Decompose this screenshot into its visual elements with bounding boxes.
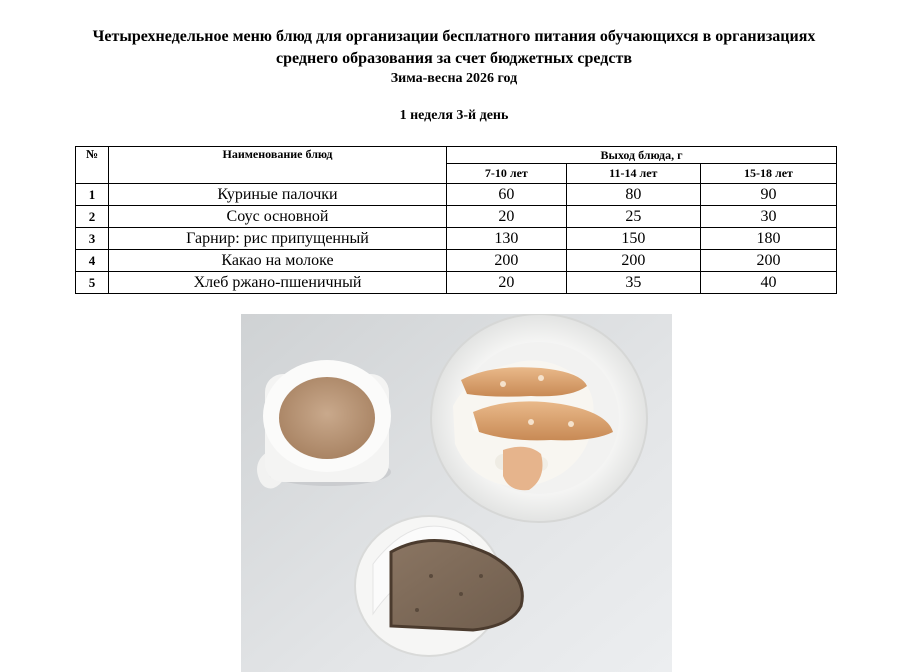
column-header-age-15-18: 15-18 лет — [700, 164, 836, 184]
dish-name: Какао на молоке — [109, 250, 447, 272]
column-header-number: № — [76, 147, 109, 184]
table-row — [76, 228, 837, 250]
portion-7-10: 60 — [447, 184, 567, 206]
portion-11-14: 35 — [566, 272, 700, 294]
dish-name: Соус основной — [109, 206, 447, 228]
portion-7-10: 20 — [447, 206, 567, 228]
portion-15-18: 180 — [700, 228, 836, 250]
cocoa-mug — [263, 360, 391, 486]
portion-11-14: 80 — [566, 184, 700, 206]
portion-15-18: 90 — [700, 184, 836, 206]
portion-7-10: 20 — [447, 272, 567, 294]
row-number: 2 — [76, 206, 109, 228]
table-row — [76, 206, 837, 228]
row-number: 4 — [76, 250, 109, 272]
season-label: Зима-весна 2026 год — [390, 71, 518, 86]
title-line-2: среднего образования за счет бюджетных средств — [276, 50, 632, 67]
portion-11-14: 25 — [566, 206, 700, 228]
table-row — [76, 250, 837, 272]
dish-name: Куриные палочки — [109, 184, 447, 206]
portion-7-10: 200 — [447, 250, 567, 272]
main-plate — [431, 314, 647, 522]
column-header-dish-name: Наименование блюд — [109, 147, 447, 184]
meal-photo — [241, 314, 672, 672]
menu-table — [75, 146, 837, 294]
column-header-age-7-10: 7-10 лет — [447, 164, 567, 184]
row-number: 3 — [76, 228, 109, 250]
dish-name: Гарнир: рис припущенный — [109, 228, 447, 250]
dish-name: Хлеб ржано-пшеничный — [109, 272, 447, 294]
week-day-label: 1 неделя 3-й день — [399, 108, 509, 123]
table-row — [76, 272, 837, 294]
portion-15-18: 30 — [700, 206, 836, 228]
row-number: 5 — [76, 272, 109, 294]
title-line-1: Четырехнедельное меню блюд для организации бесплатного питания обучающихся в организациях — [92, 28, 816, 45]
document-title — [0, 26, 908, 70]
table-header-row — [76, 147, 837, 164]
portion-15-18: 40 — [700, 272, 836, 294]
portion-11-14: 200 — [566, 250, 700, 272]
column-header-output: Выход блюда, г — [447, 147, 837, 164]
row-number: 1 — [76, 184, 109, 206]
column-header-age-11-14: 11-14 лет — [566, 164, 700, 184]
portion-15-18: 200 — [700, 250, 836, 272]
portion-7-10: 130 — [447, 228, 567, 250]
portion-11-14: 150 — [566, 228, 700, 250]
table-row — [76, 184, 837, 206]
